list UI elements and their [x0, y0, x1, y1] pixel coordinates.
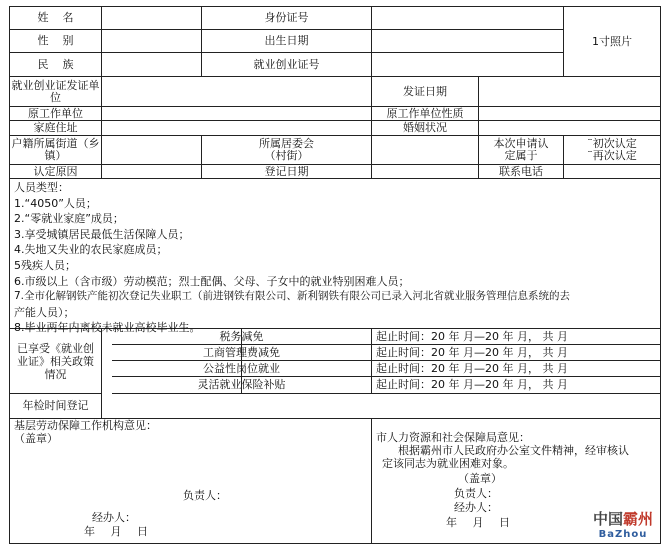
- person-type-item: 1.“4050”人员；: [14, 196, 97, 210]
- name-label: 姓名: [10, 7, 102, 30]
- home-addr-value[interactable]: [102, 121, 372, 136]
- reason-label: 认定原因: [10, 165, 102, 179]
- opinion-right-title: 市人力资源和社会保障局意见：: [376, 431, 530, 444]
- phone-value[interactable]: [564, 165, 660, 179]
- opinion-right-date: 年 月 日: [446, 516, 510, 529]
- hukou-value[interactable]: [102, 136, 202, 165]
- issuer-value[interactable]: [102, 77, 372, 107]
- opinion-right-text: 根据霸州市人民政府办公室文件精神，经审核认: [398, 444, 629, 457]
- orig-employer-type-value[interactable]: [479, 107, 660, 121]
- reason-value[interactable]: [102, 165, 202, 179]
- policy-name: 税务减免: [112, 329, 372, 345]
- annual-check-value[interactable]: [102, 394, 660, 419]
- person-type-item: 产能人员）；: [14, 305, 75, 319]
- orig-employer-type-label: 原工作单位性质: [372, 107, 479, 121]
- site-watermark-logo: 中国霸州 BaZhou: [592, 510, 654, 540]
- committee-label: 所属居委会（村街）: [202, 136, 372, 165]
- person-type-item: 8.毕业两年内离校未就业高校毕业生。: [14, 321, 201, 335]
- issue-date-value[interactable]: [479, 77, 660, 107]
- opinion-left-date: 年 月 日: [84, 525, 148, 538]
- issuer-label: 就业创业证发证单位: [10, 77, 102, 107]
- orig-employer-label: 原工作单位: [10, 107, 102, 121]
- opinion-right-handler: 经办人：: [454, 501, 498, 514]
- birth-label: 出生日期: [202, 30, 372, 53]
- person-type-item: 7.全市化解钢铁产能初次登记失业职工（前进钢铁有限公司、新利钢铁有限公司已录入河北省就业服务管理信息系统的去: [14, 290, 571, 303]
- photo-box: 1寸照片: [564, 7, 660, 77]
- reg-date-value[interactable]: [372, 165, 479, 179]
- person-type-item: 6.市级以上（含市级）劳动模范；烈士配偶、父母、子女中的就业特别困难人员；: [14, 274, 410, 288]
- opinion-right-text: 定该同志为就业困难对象。: [382, 457, 514, 470]
- reg-date-label: 登记日期: [202, 165, 372, 179]
- opinion-left-responsible: 负责人：: [183, 489, 227, 502]
- employment-difficulty-form: [9, 6, 661, 544]
- id-value[interactable]: [372, 7, 564, 30]
- person-type-item: 2.“零就业家庭”成员；: [14, 212, 124, 226]
- marital-label: 婚姻状况: [372, 121, 479, 136]
- cert-no-value[interactable]: [372, 53, 564, 77]
- gender-label: 性别: [10, 30, 102, 53]
- first-cert-checkbox[interactable]: ¨初次认定: [587, 137, 637, 150]
- orig-employer-value[interactable]: [102, 107, 372, 121]
- gender-value[interactable]: [102, 30, 202, 53]
- ethnicity-label: 民族: [10, 53, 102, 77]
- opinion-left-title: 基层劳动保障工作机构意见：: [14, 419, 157, 432]
- policy-name: 公益性岗位就业: [112, 361, 372, 377]
- opinion-left-handler: 经办人：: [92, 511, 136, 524]
- policy-period[interactable]: 起止时间：20 年 月—20 年 月， 共 月: [372, 361, 660, 377]
- policy-period[interactable]: 起止时间：20 年 月—20 年 月， 共 月: [372, 345, 660, 361]
- hukou-label: 户籍所属街道（乡镇）: [10, 136, 102, 165]
- name-value[interactable]: [102, 7, 202, 30]
- policy-period[interactable]: 起止时间：20 年 月—20 年 月， 共 月: [372, 329, 660, 345]
- person-type-item: 5残疾人员；: [14, 258, 76, 272]
- ethnicity-value[interactable]: [102, 53, 202, 77]
- cert-belong-label: 本次申请认定属于: [479, 136, 564, 165]
- policy-period[interactable]: 起止时间：20 年 月—20 年 月， 共 月: [372, 377, 660, 394]
- marital-value[interactable]: [479, 121, 660, 136]
- committee-value[interactable]: [372, 136, 479, 165]
- annual-check-label: 年检时间登记: [10, 394, 102, 419]
- opinion-left-box: [10, 419, 372, 543]
- policy-name: 工商管理费减免: [112, 345, 372, 361]
- policy-name: 灵活就业保险补贴: [112, 377, 372, 394]
- person-type-item: 4.失地又失业的农民家庭成员；: [14, 243, 168, 257]
- person-types-title: 人员类型：: [14, 181, 69, 194]
- birth-value[interactable]: [372, 30, 564, 53]
- person-type-item: 3.享受城镇居民最低生活保障人员；: [14, 227, 190, 241]
- opinion-right-responsible: 负责人：: [454, 487, 498, 500]
- home-addr-label: 家庭住址: [10, 121, 102, 136]
- policy-label: 已享受《就业创业证》相关政策情况: [10, 329, 102, 394]
- cert-no-label: 就业创业证号: [202, 53, 372, 77]
- issue-date-label: 发证日期: [372, 77, 479, 107]
- re-cert-checkbox[interactable]: ¨再次认定: [587, 149, 637, 162]
- phone-label: 联系电话: [479, 165, 564, 179]
- id-label: 身份证号: [202, 7, 372, 30]
- opinion-left-seal: （盖章）: [14, 432, 58, 445]
- cert-type-options: [564, 136, 660, 165]
- person-types-list: [14, 180, 658, 336]
- opinion-right-seal: （盖章）: [458, 472, 502, 485]
